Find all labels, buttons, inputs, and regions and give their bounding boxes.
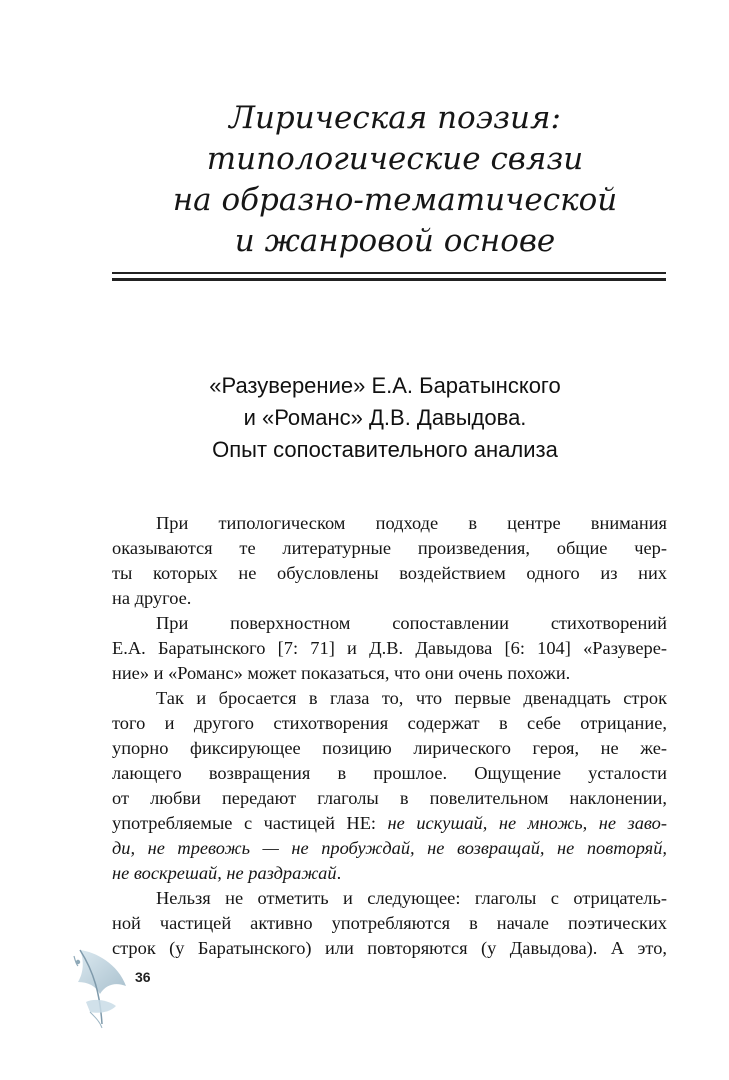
body-text	[112, 511, 667, 961]
text-run: .	[336, 863, 342, 883]
text-line: Нельзя не отметить и следующее: глаголы с отрицатель-	[156, 888, 667, 908]
italic-examples: не воскрешай, не раздражай	[112, 863, 337, 883]
paragraph-4	[112, 886, 667, 961]
text-line: При типологическом подходе в центре внимания	[156, 513, 667, 533]
italic-examples: ди, не тревожь — не пробуждай, не возвращай, не повторяй,	[112, 838, 667, 858]
text-line	[112, 836, 667, 861]
paragraph-2	[112, 611, 667, 686]
article-title-line: «Разуверение» Е.А. Баратынского	[209, 373, 561, 398]
section-title-line: и жанровой основе	[234, 223, 556, 259]
paragraph-3	[112, 686, 667, 886]
text-run: употребляемые с частицей НЕ:	[112, 813, 388, 833]
italic-examples: не искушай, не множь, не заво-	[387, 813, 667, 833]
text-line: При поверхностном сопоставлении стихотворений	[156, 613, 667, 633]
article-title	[80, 370, 690, 466]
text-line: ты которых не обусловлены воздействием одного из них	[112, 563, 667, 583]
paragraph-1	[112, 511, 667, 611]
text-line: Так и бросается в глаза то, что первые двенадцать строк	[156, 688, 667, 708]
page-number: 36	[135, 969, 151, 985]
section-title	[60, 98, 729, 262]
text-line: того и другого стихотворения содержат в себе отрицание,	[112, 713, 667, 733]
text-line: Е.А. Баратынского [7: 71] и Д.В. Давыдова [6: 104] «Разувере-	[112, 638, 667, 658]
article-title-line: Опыт сопоставительного анализа	[212, 437, 558, 462]
title-divider-thin	[112, 272, 666, 274]
text-line: на другое.	[112, 588, 192, 608]
text-line	[112, 861, 667, 886]
text-line: оказываются те литературные произведения, общие чер-	[112, 538, 667, 558]
section-title-line: Лирическая поэзия:	[229, 100, 561, 136]
text-line: ной частицей активно употребляются в начале поэтических	[112, 913, 667, 933]
text-line: лающего возвращения в прошлое. Ощущение усталости	[112, 763, 667, 783]
text-line: от любви передают глаголы в повелительном наклонении,	[112, 788, 667, 808]
section-title-line: типологические связи	[206, 141, 584, 177]
quill-icon	[66, 942, 136, 1032]
section-title-line: на образно-тематической	[172, 182, 618, 218]
text-line: строк (у Баратынского) или повторяются (у Давыдова). А это,	[112, 938, 667, 958]
article-title-line: и «Романс» Д.В. Давыдова.	[243, 405, 527, 430]
title-divider-thick	[112, 278, 666, 281]
text-line: упорно фиксирующее позицию лирического героя, не же-	[112, 738, 667, 758]
text-line	[112, 811, 667, 836]
text-line: ние» и «Романс» может показаться, что они очень похожи.	[112, 663, 571, 683]
